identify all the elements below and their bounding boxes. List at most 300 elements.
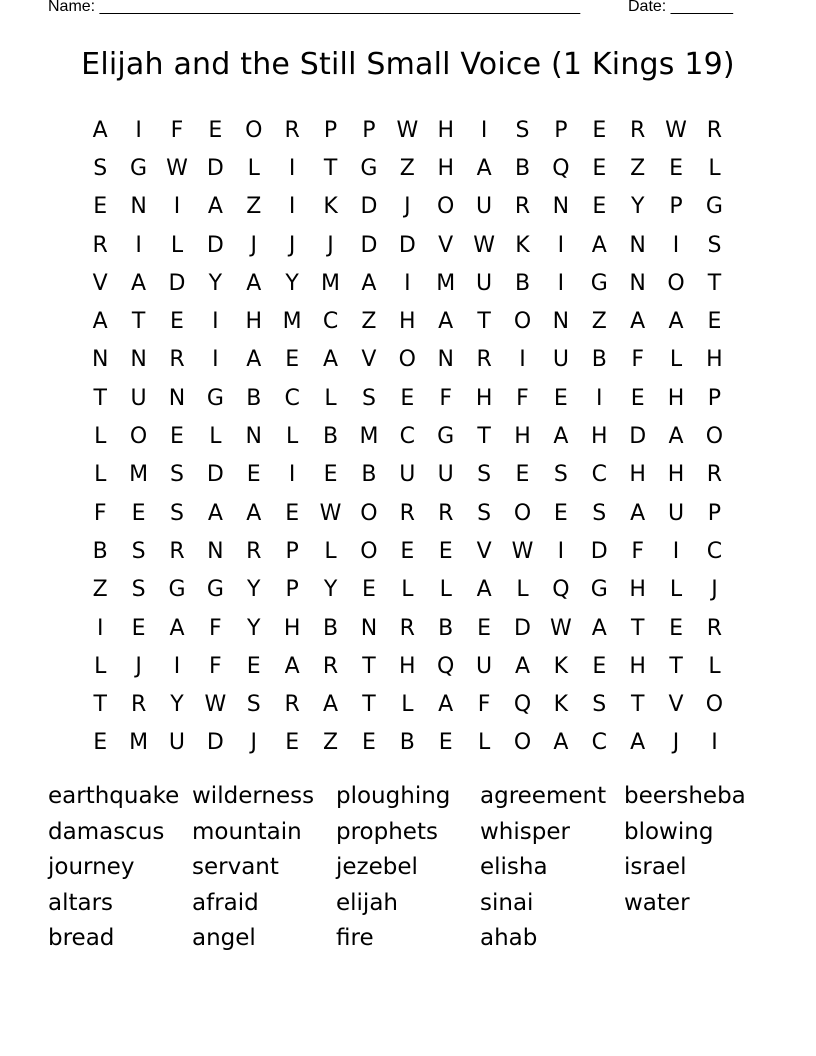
grid-letter: L — [94, 424, 107, 450]
grid-letter: E — [131, 500, 146, 526]
grid-letter: Y — [285, 270, 299, 296]
grid-letter: L — [94, 653, 107, 679]
word-list-item: prophets — [336, 818, 438, 845]
word-list-item: servant — [192, 854, 279, 881]
grid-letter: D — [206, 730, 224, 756]
grid-letter: E — [553, 385, 568, 411]
grid-letter: H — [667, 385, 685, 411]
grid-letter: R — [514, 194, 531, 220]
grid-letter: F — [93, 500, 107, 526]
grid-letter: L — [708, 653, 721, 679]
word-list — [48, 779, 768, 957]
grid-letter: U — [476, 194, 493, 220]
grid-letter: G — [437, 424, 455, 450]
word-list-item: wilderness — [192, 783, 315, 809]
grid-letter: U — [668, 500, 685, 526]
grid-letter: R — [706, 462, 723, 488]
grid-letter: C — [591, 462, 607, 488]
grid-letter: U — [168, 730, 186, 756]
word-list-item: blowing — [624, 818, 714, 845]
grid-letter: C — [706, 538, 723, 564]
grid-letter: O — [245, 117, 263, 143]
grid-letter: B — [591, 347, 607, 373]
grid-letter: H — [629, 462, 646, 488]
grid-letter: Q — [552, 577, 570, 603]
grid-letter: T — [630, 692, 645, 718]
grid-letter: A — [514, 653, 531, 679]
grid-letter: W — [550, 615, 572, 641]
grid-letter: H — [591, 424, 608, 450]
grid-letter: L — [324, 538, 337, 564]
grid-letter: E — [208, 117, 223, 143]
grid-letter: F — [631, 347, 644, 373]
letter-grid — [81, 111, 734, 762]
word-list-item: elijah — [336, 889, 398, 916]
grid-letter: L — [439, 577, 452, 603]
grid-letter: W — [511, 538, 534, 564]
grid-letter: O — [513, 309, 532, 335]
grid-letter: E — [285, 347, 300, 373]
grid-letter: K — [553, 653, 569, 679]
grid-letter: Y — [630, 194, 645, 220]
grid-letter: F — [516, 385, 529, 411]
grid-letter: I — [480, 117, 488, 143]
grid-letter: Y — [208, 270, 223, 296]
grid-letter: N — [360, 615, 378, 641]
grid-letter: R — [630, 117, 646, 143]
grid-letter: H — [399, 309, 416, 335]
grid-letter: P — [669, 194, 683, 220]
grid-letter: P — [323, 117, 338, 143]
grid-letter: S — [169, 500, 184, 526]
grid-letter: L — [286, 424, 299, 450]
word-list-item: damascus — [48, 818, 165, 845]
grid-letter: Y — [170, 692, 184, 718]
grid-letter: B — [361, 462, 377, 488]
grid-letter: E — [669, 155, 683, 181]
grid-letter: E — [669, 615, 683, 641]
grid-letter: J — [327, 232, 334, 258]
grid-letter: E — [630, 385, 645, 411]
grid-letter: L — [669, 347, 683, 373]
grid-letter: V — [361, 347, 377, 373]
grid-letter: Q — [437, 653, 455, 679]
grid-letter: R — [284, 692, 300, 718]
grid-letter: T — [362, 692, 376, 718]
grid-letter: I — [135, 232, 142, 258]
grid-letter: G — [206, 385, 224, 411]
grid-letter: H — [475, 385, 493, 411]
grid-letter: I — [557, 270, 565, 296]
name-field-label: Name: ______________________________________________________ — [48, 0, 581, 15]
grid-letter: B — [514, 155, 531, 181]
grid-letter: B — [322, 424, 339, 450]
grid-letter: F — [631, 538, 644, 564]
grid-letter: Q — [552, 155, 570, 181]
word-list-item: ploughing — [336, 783, 451, 809]
grid-letter: R — [92, 232, 108, 258]
grid-letter: I — [288, 462, 296, 488]
grid-letter: I — [557, 538, 565, 564]
word-list-item: altars — [48, 889, 114, 916]
grid-letter: E — [438, 730, 453, 756]
grid-letter: N — [629, 232, 646, 258]
grid-letter: U — [399, 462, 416, 488]
word-list-item: israel — [624, 854, 687, 881]
grid-letter: S — [592, 500, 607, 526]
grid-letter: D — [206, 232, 224, 258]
grid-letter: I — [173, 653, 181, 679]
grid-letter: A — [553, 730, 569, 756]
grid-letter: F — [439, 385, 453, 411]
word-list-item: agreement — [480, 783, 607, 809]
grid-letter: S — [592, 692, 607, 718]
grid-letter: Z — [399, 155, 415, 181]
grid-letter: T — [131, 309, 146, 335]
grid-letter: E — [131, 615, 146, 641]
word-list-item: afraid — [192, 889, 259, 916]
word-list-item: beersheba — [624, 783, 746, 809]
grid-letter: H — [706, 347, 723, 373]
grid-letter: J — [711, 577, 718, 603]
grid-letter: T — [630, 615, 645, 641]
grid-letter: V — [476, 538, 492, 564]
grid-letter: H — [629, 577, 646, 603]
grid-letter: V — [92, 270, 108, 296]
grid-letter: M — [321, 270, 341, 296]
grid-letter: W — [319, 500, 342, 526]
grid-letter: E — [553, 500, 568, 526]
grid-letter: D — [514, 615, 531, 641]
grid-letter: Y — [247, 577, 261, 603]
grid-letter: M — [129, 730, 149, 756]
grid-letter: O — [667, 270, 685, 296]
grid-letter: W — [204, 692, 227, 718]
grid-letter: R — [476, 347, 492, 373]
grid-letter: U — [476, 270, 493, 296]
grid-letter: E — [246, 653, 261, 679]
grid-letter: W — [473, 232, 495, 258]
grid-letter: H — [399, 653, 416, 679]
grid-letter: D — [206, 462, 224, 488]
grid-letter: K — [515, 232, 530, 258]
grid-letter: O — [129, 424, 148, 450]
grid-letter: Z — [323, 730, 339, 756]
grid-letter: F — [209, 615, 222, 641]
grid-letter: I — [288, 194, 296, 220]
grid-letter: Q — [513, 692, 532, 718]
grid-letter: M — [359, 424, 379, 450]
grid-letter: O — [705, 692, 724, 718]
grid-letter: W — [665, 117, 687, 143]
grid-letter: M — [282, 309, 302, 335]
grid-letter: L — [708, 155, 721, 181]
grid-letter: C — [284, 385, 300, 411]
grid-letter: L — [94, 462, 107, 488]
grid-letter: S — [93, 155, 108, 181]
grid-letter: L — [324, 385, 337, 411]
grid-letter: L — [401, 692, 414, 718]
grid-letter: E — [285, 730, 300, 756]
grid-letter: G — [705, 194, 723, 220]
word-list-item: bread — [48, 925, 115, 952]
grid-letter: D — [206, 155, 224, 181]
grid-letter: P — [285, 538, 299, 564]
grid-letter: A — [246, 347, 262, 373]
grid-letter: R — [246, 538, 262, 564]
grid-letter: L — [477, 730, 491, 756]
grid-letter: D — [360, 194, 378, 220]
grid-letter: S — [515, 117, 530, 143]
page-title: Elijah and the Still Small Voice (1 Kings 19) — [81, 47, 735, 82]
grid-letter: I — [672, 538, 680, 564]
word-list-item: angel — [192, 925, 256, 952]
grid-letter: L — [669, 577, 683, 603]
grid-letter: A — [438, 692, 454, 718]
grid-letter: E — [592, 117, 607, 143]
grid-letter: T — [323, 155, 338, 181]
grid-letter: E — [93, 194, 108, 220]
grid-letter: T — [477, 424, 491, 450]
grid-letter: D — [168, 270, 186, 296]
grid-letter: V — [438, 232, 454, 258]
grid-letter: A — [361, 270, 377, 296]
grid-letter: Y — [247, 615, 261, 641]
grid-letter: J — [250, 730, 257, 756]
grid-letter: F — [209, 653, 222, 679]
grid-letter: E — [400, 385, 415, 411]
grid-letter: O — [513, 500, 532, 526]
grid-letter: A — [591, 232, 607, 258]
grid-letter: O — [705, 424, 724, 450]
grid-letter: A — [668, 309, 684, 335]
grid-letter: N — [91, 347, 109, 373]
grid-letter: A — [438, 309, 454, 335]
grid-letter: I — [96, 615, 104, 641]
grid-letter: W — [396, 117, 419, 143]
grid-letter: N — [130, 194, 147, 220]
grid-letter: O — [360, 500, 378, 526]
grid-letter: U — [437, 462, 454, 488]
word-list-item: ahab — [480, 925, 538, 952]
word-list-item: sinai — [480, 889, 534, 916]
grid-letter: N — [437, 347, 454, 373]
grid-letter: C — [399, 424, 415, 450]
grid-letter: C — [322, 309, 339, 335]
grid-letter: E — [592, 155, 607, 181]
grid-letter: E — [361, 577, 376, 603]
grid-letter: S — [477, 500, 492, 526]
grid-letter: A — [591, 615, 607, 641]
grid-letter: L — [401, 577, 414, 603]
grid-letter: G — [206, 577, 224, 603]
grid-letter: G — [590, 577, 608, 603]
grid-letter: P — [362, 117, 376, 143]
grid-letter: A — [630, 730, 646, 756]
grid-letter: J — [250, 232, 257, 258]
grid-letter: E — [515, 462, 530, 488]
grid-letter: A — [323, 347, 339, 373]
grid-letter: S — [131, 538, 146, 564]
grid-letter: E — [323, 462, 338, 488]
grid-letter: R — [130, 692, 147, 718]
grid-letter: E — [246, 462, 261, 488]
grid-letter: D — [590, 538, 608, 564]
grid-letter: R — [706, 615, 723, 641]
grid-letter: I — [173, 194, 181, 220]
grid-letter: I — [212, 347, 219, 373]
grid-letter: A — [92, 117, 108, 143]
grid-letter: S — [246, 692, 261, 718]
grid-letter: E — [592, 194, 607, 220]
grid-letter: P — [707, 385, 722, 411]
grid-letter: E — [361, 730, 376, 756]
grid-letter: A — [668, 424, 684, 450]
grid-letter: H — [437, 155, 454, 181]
grid-letter: N — [130, 347, 147, 373]
grid-letter: P — [554, 117, 568, 143]
grid-letter: A — [246, 500, 262, 526]
grid-letter: T — [707, 270, 722, 296]
grid-letter: E — [285, 500, 300, 526]
grid-letter: S — [131, 577, 146, 603]
grid-letter: A — [246, 270, 262, 296]
grid-letter: N — [552, 309, 570, 335]
grid-letter: E — [170, 309, 184, 335]
grid-letter: E — [170, 424, 184, 450]
grid-letter: S — [707, 232, 722, 258]
grid-letter: B — [399, 730, 415, 756]
grid-letter: G — [360, 155, 378, 181]
grid-letter: A — [169, 615, 185, 641]
grid-letter: L — [209, 424, 222, 450]
word-list-item: journey — [48, 854, 135, 881]
grid-letter: J — [288, 232, 296, 258]
grid-letter: B — [246, 385, 262, 411]
grid-letter: R — [438, 500, 454, 526]
grid-letter: U — [130, 385, 147, 411]
grid-letter: I — [672, 232, 680, 258]
grid-letter: R — [322, 653, 339, 679]
grid-letter: N — [207, 538, 224, 564]
grid-letter: F — [170, 117, 184, 143]
grid-letter: Z — [246, 194, 262, 220]
grid-letter: A — [476, 577, 492, 603]
grid-letter: T — [93, 692, 107, 718]
grid-letter: A — [284, 653, 300, 679]
grid-letter: V — [668, 692, 684, 718]
grid-letter: U — [552, 347, 569, 373]
word-list-item: fire — [336, 925, 374, 952]
grid-letter: M — [436, 270, 456, 296]
grid-letter: H — [437, 117, 454, 143]
grid-letter: T — [362, 653, 376, 679]
grid-letter: B — [514, 270, 531, 296]
word-list-item: jezebel — [336, 854, 418, 881]
grid-letter: H — [667, 462, 685, 488]
grid-letter: B — [322, 615, 339, 641]
grid-letter: U — [476, 653, 493, 679]
word-list-item: whisper — [480, 818, 570, 845]
grid-letter: H — [283, 615, 301, 641]
grid-letter: S — [477, 462, 492, 488]
grid-letter: A — [207, 500, 223, 526]
grid-letter: S — [553, 462, 568, 488]
grid-letter: T — [669, 653, 683, 679]
grid-letter: S — [169, 462, 184, 488]
grid-letter: I — [596, 385, 603, 411]
grid-letter: N — [168, 385, 186, 411]
grid-letter: N — [552, 194, 570, 220]
date-field-label: Date: _______ — [628, 0, 733, 15]
grid-letter: G — [168, 577, 186, 603]
grid-letter: A — [92, 309, 108, 335]
grid-letter: O — [513, 730, 532, 756]
grid-letter: K — [323, 194, 338, 220]
grid-letter: A — [131, 270, 147, 296]
grid-letter: E — [477, 615, 492, 641]
grid-letter: L — [516, 577, 529, 603]
grid-letter: O — [437, 194, 455, 220]
grid-letter: E — [438, 538, 453, 564]
grid-letter: I — [557, 232, 565, 258]
grid-letter: R — [169, 538, 185, 564]
grid-letter: Z — [591, 309, 607, 335]
grid-letter: I — [212, 309, 219, 335]
grid-letter: L — [247, 155, 260, 181]
word-list-item: mountain — [192, 818, 302, 845]
grid-letter: G — [590, 270, 608, 296]
grid-letter: P — [285, 577, 299, 603]
grid-letter: F — [477, 692, 491, 718]
grid-letter: C — [591, 730, 607, 756]
grid-letter: Y — [323, 577, 338, 603]
grid-letter: R — [399, 500, 415, 526]
grid-letter: E — [93, 730, 108, 756]
grid-letter: D — [360, 232, 378, 258]
grid-letter: A — [323, 692, 339, 718]
grid-letter: I — [288, 155, 296, 181]
grid-letter: W — [166, 155, 188, 181]
word-list-item: earthquake — [48, 783, 180, 809]
grid-letter: R — [706, 117, 723, 143]
grid-letter: K — [553, 692, 569, 718]
grid-letter: I — [519, 347, 526, 373]
word-list-item: elisha — [480, 854, 548, 881]
grid-letter: B — [92, 538, 108, 564]
grid-letter: I — [711, 730, 718, 756]
grid-letter: Z — [361, 309, 377, 335]
grid-letter: H — [245, 309, 263, 335]
grid-letter: A — [630, 309, 646, 335]
grid-letter: A — [630, 500, 646, 526]
grid-letter: M — [129, 462, 149, 488]
grid-letter: J — [135, 653, 142, 679]
grid-letter: R — [284, 117, 300, 143]
grid-letter: T — [477, 309, 491, 335]
grid-letter: A — [207, 194, 223, 220]
grid-letter: O — [360, 538, 378, 564]
grid-letter: E — [592, 653, 607, 679]
grid-letter: R — [399, 615, 415, 641]
grid-letter: J — [404, 194, 411, 220]
grid-letter: D — [629, 424, 647, 450]
grid-letter: J — [672, 730, 680, 756]
grid-letter: L — [170, 232, 184, 258]
grid-letter: N — [629, 270, 646, 296]
grid-letter: G — [130, 155, 148, 181]
word-list-item: water — [624, 889, 690, 916]
